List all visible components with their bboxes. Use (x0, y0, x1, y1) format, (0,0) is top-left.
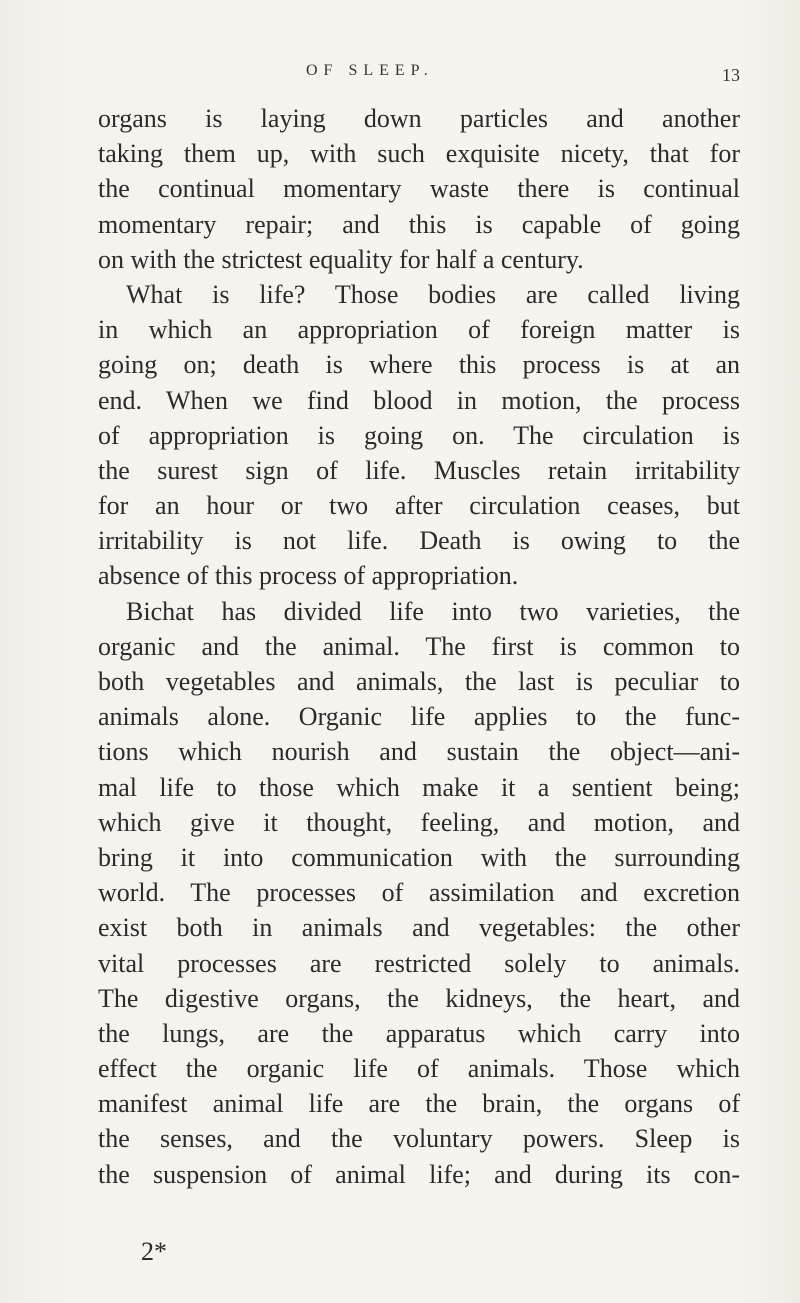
text-line: tions which nourish and sustain the object—ani- (98, 737, 740, 767)
text-line: organic and the animal. The first is common to (98, 631, 740, 661)
signature-mark: 2* (141, 1237, 167, 1266)
text-line: exist both in animals and vegetables: the other (98, 913, 740, 943)
text-line: the continual momentary waste there is continual (98, 174, 740, 204)
text-line: effect the organic life of animals. Those which (98, 1054, 740, 1084)
text-line: absence of this process of appropriation. (98, 561, 519, 591)
text-line: animals alone. Organic life applies to the func- (98, 702, 740, 732)
text-line: in which an appropriation of foreign matter is (98, 315, 740, 345)
text-line: which give it thought, feeling, and motion, and (98, 807, 740, 837)
body-text (98, 101, 740, 1192)
text-line: the lungs, are the apparatus which carry into (98, 1018, 740, 1048)
text-line: The digestive organs, the kidneys, the heart, and (98, 983, 740, 1013)
text-line: of appropriation is going on. The circulation is (98, 420, 740, 450)
text-line: world. The processes of assimilation and excretion (98, 878, 740, 908)
text-line: irritability is not life. Death is owing to the (98, 526, 740, 556)
text-line: vital processes are restricted solely to animals. (98, 948, 740, 978)
text-line: taking them up, with such exquisite nicety, that for (98, 139, 740, 169)
text-line: Bichat has divided life into two varieties, the (126, 596, 740, 626)
text-line: the surest sign of life. Muscles retain irritability (98, 455, 740, 485)
text-line: the suspension of animal life; and during its con- (98, 1159, 740, 1189)
text-line: going on; death is where this process is at an (98, 350, 740, 380)
text-line: What is life? Those bodies are called living (126, 279, 740, 309)
text-line: manifest animal life are the brain, the organs of (98, 1089, 740, 1119)
text-line: bring it into communication with the surrounding (98, 842, 740, 872)
page-number: 13 (722, 65, 740, 85)
text-line: the senses, and the voluntary powers. Sleep is (98, 1124, 740, 1154)
page-header (98, 58, 740, 90)
text-line: organs is laying down particles and another (98, 104, 740, 133)
text-line: for an hour or two after circulation ceases, but (98, 491, 740, 521)
text-line: on with the strictest equality for half a century. (98, 244, 584, 274)
text-line: both vegetables and animals, the last is peculiar to (98, 667, 740, 696)
running-head: OF SLEEP. (306, 62, 434, 79)
text-line: momentary repair; and this is capable of going (98, 209, 740, 239)
text-line: mal life to those which make it a sentient being; (98, 772, 740, 802)
text-line: end. When we find blood in motion, the process (98, 385, 740, 415)
